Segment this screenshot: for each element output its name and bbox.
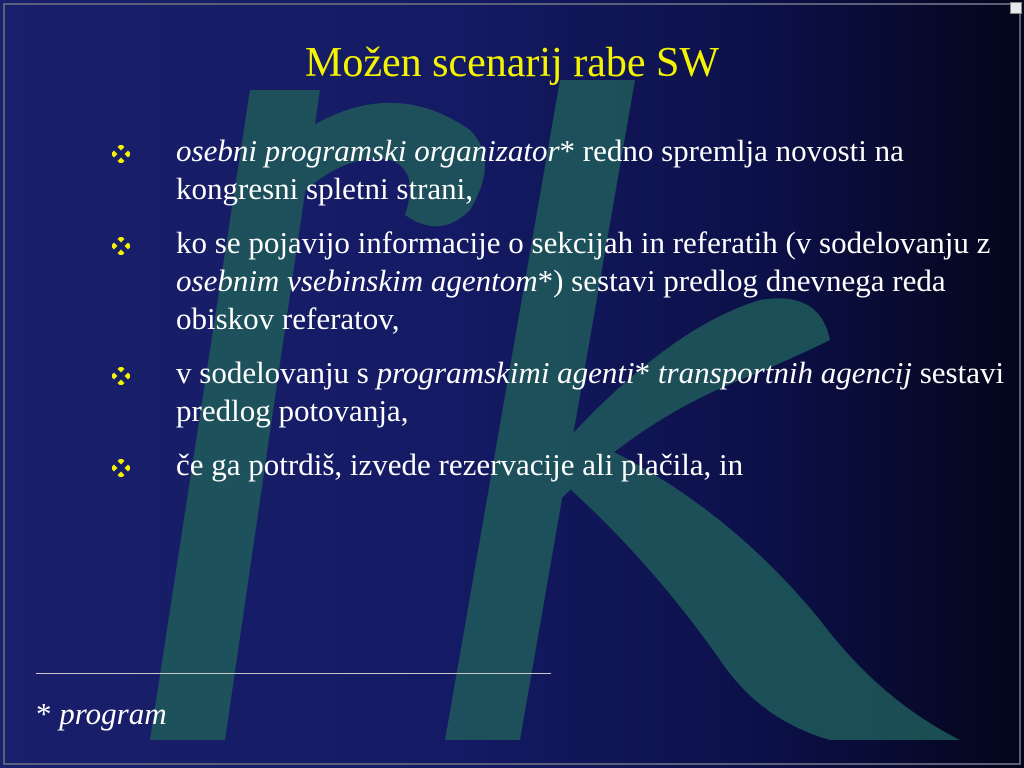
bullet-text-segment: osebni programski organizator	[176, 133, 560, 168]
bullet-text	[176, 447, 743, 482]
bullet-item	[112, 132, 1012, 208]
bullet-list	[112, 132, 1012, 500]
footnote-text: program	[59, 696, 167, 731]
corner-marker	[1010, 2, 1022, 14]
bullet-text	[176, 355, 1004, 428]
bullet-text-segment: * redno spremlja novosti na kongresni spletni strani,	[176, 133, 904, 206]
bullet-text-segment: programskimi agenti	[376, 355, 635, 390]
bullet-text	[176, 133, 904, 206]
bullet-text-segment: ko se pojavijo informacije o sekcijah in referatih (v sodelovanju z	[176, 225, 991, 260]
bullet-item	[112, 224, 1012, 338]
four-diamond-bullet-icon	[112, 459, 130, 477]
bullet-text-segment: *) sestavi predlog dnevnega reda obiskov referatov,	[176, 263, 946, 336]
bullet-text-segment: osebnim vsebinskim agentom	[176, 263, 538, 298]
bullet-text-segment: sestavi predlog potovanja,	[176, 355, 1005, 428]
bullet-text	[176, 225, 990, 336]
bullet-text-segment: če ga potrdiš, izvede rezervacije ali plačila, in	[176, 447, 744, 482]
bullet-text-segment: *	[634, 355, 658, 390]
bullet-text-segment: transportnih agencij	[657, 355, 912, 390]
footnote-marker: *	[36, 696, 60, 731]
four-diamond-bullet-icon	[112, 145, 130, 163]
bullet-item	[112, 354, 1012, 430]
footnote	[36, 694, 167, 734]
slide-title: Možen scenarij rabe SW	[305, 40, 719, 86]
four-diamond-bullet-icon	[112, 237, 130, 255]
bullet-item	[112, 446, 1012, 484]
bullet-text-segment: v sodelovanju s	[176, 355, 377, 390]
four-diamond-bullet-icon	[112, 367, 130, 385]
footnote-divider	[36, 673, 551, 674]
